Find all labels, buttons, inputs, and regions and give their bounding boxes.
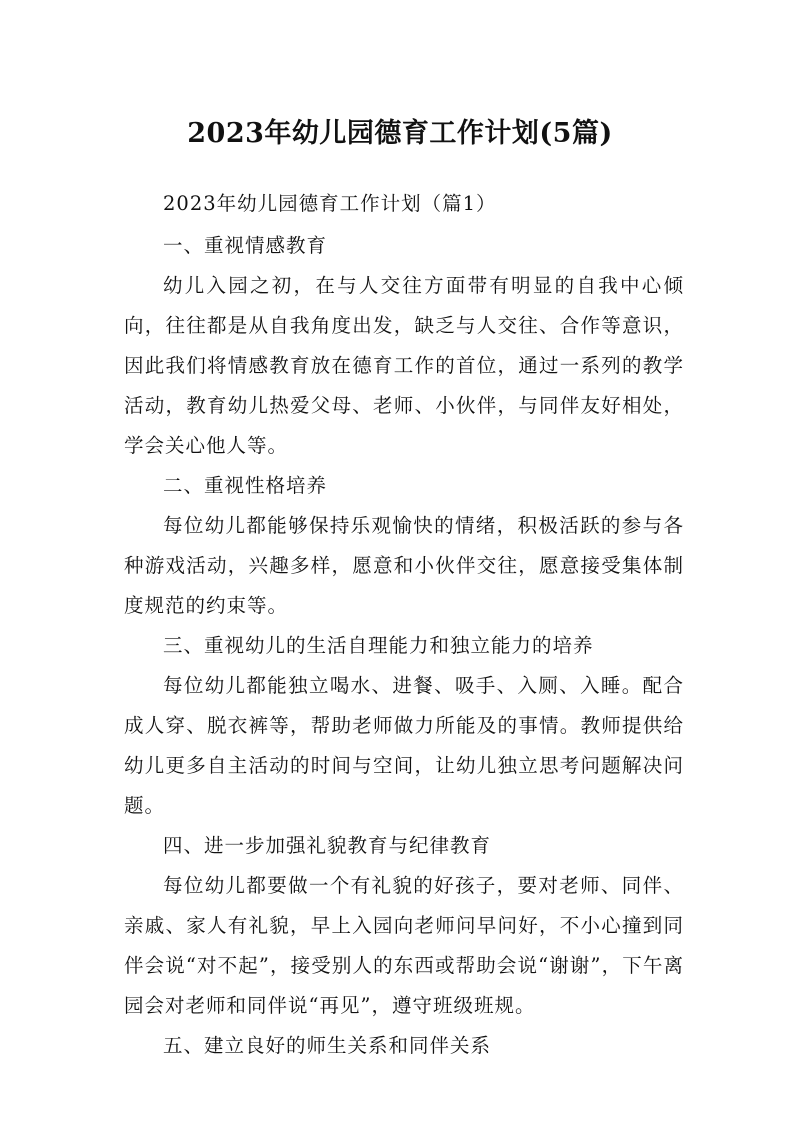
section-heading: 一、重视情感教育 <box>163 234 328 257</box>
section-heading: 二、重视性格培养 <box>163 474 328 497</box>
section-paragraph: 每位幼儿都要做一个有礼貌的好孩子，要对老师、同伴、亲戚、家人有礼貌，早上入园向老师问早问好，不小心撞到同伴会说“对不起”，接受别人的东西或帮助会说“谢谢”，下午离园会对老师和同伴说“再见”，遵守班级班规。 <box>124 874 684 1017</box>
section-paragraph: 每位幼儿都能够保持乐观愉快的情绪，积极活跃的参与各种游戏活动，兴趣多样，愿意和小伙伴交往，愿意接受集体制度规范的约束等。 <box>124 514 684 617</box>
document-subtitle: 2023年幼儿园德育工作计划（篇1） <box>163 192 497 215</box>
document-body <box>124 186 684 1066</box>
section-heading: 五、建立良好的师生关系和同伴关系 <box>163 1034 492 1057</box>
section-heading: 三、重视幼儿的生活自理能力和独立能力的培养 <box>163 634 594 657</box>
document-title: 2023年幼儿园德育工作计划(5篇) <box>187 118 613 150</box>
section-heading: 四、进一步加强礼貌教育与纪律教育 <box>163 834 492 857</box>
section-paragraph: 每位幼儿都能独立喝水、进餐、吸手、入厕、入睡。配合成人穿、脱衣裤等，帮助老师做力所能及的事情。教师提供给幼儿更多自主活动的时间与空间，让幼儿独立思考问题解决问题。 <box>124 674 684 817</box>
section-paragraph: 幼儿入园之初，在与人交往方面带有明显的自我中心倾向，往往都是从自我角度出发，缺乏与人交往、合作等意识，因此我们将情感教育放在德育工作的首位，通过一系列的教学活动，教育幼儿热爱父母、老师、小伙伴，与同伴友好相处，学会关心他人等。 <box>124 274 684 457</box>
